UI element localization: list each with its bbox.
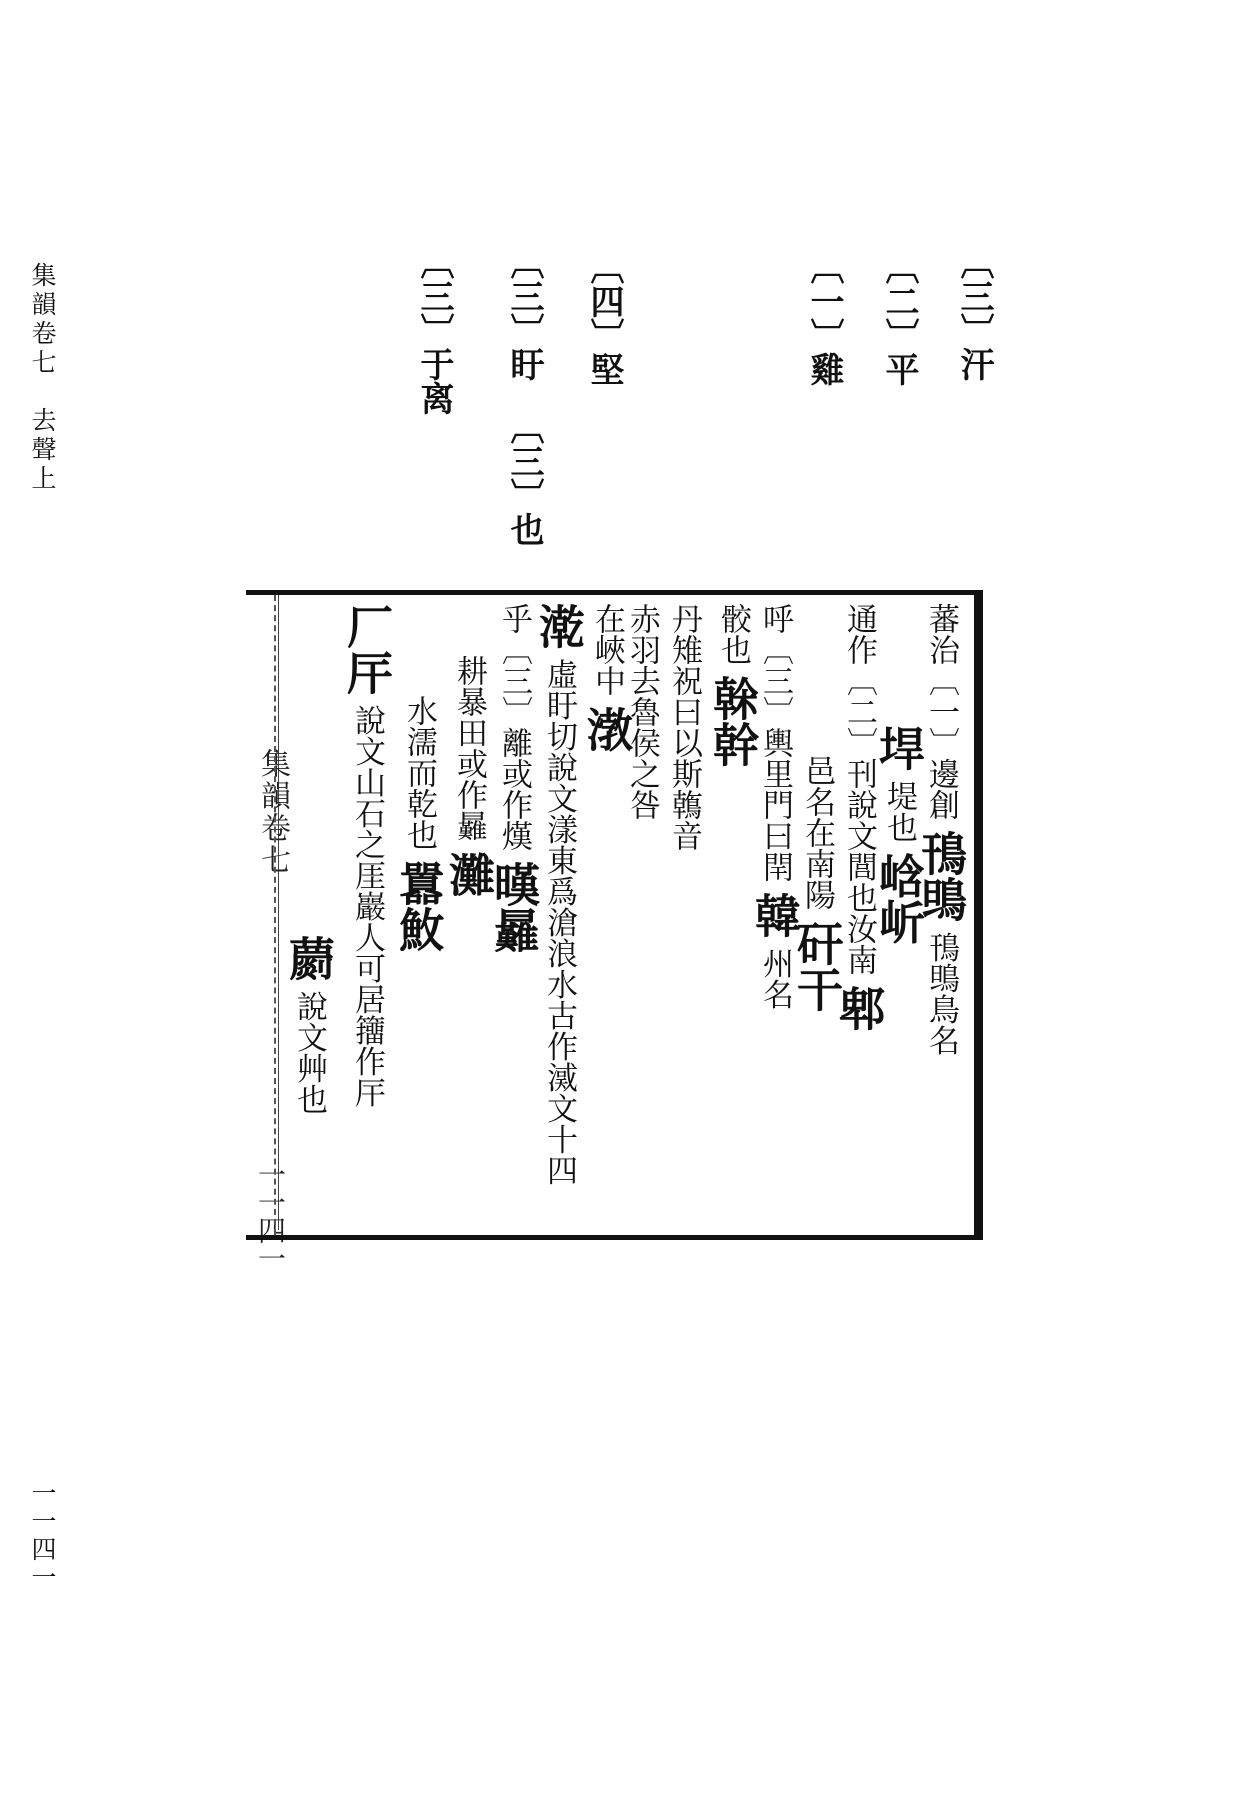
column-text: 說文艸也 bbox=[291, 990, 327, 1115]
gutter-page: 一一四一 bbox=[254, 1160, 287, 1272]
text-column-1 bbox=[914, 603, 968, 1056]
column-head: 囂䰻 bbox=[392, 859, 446, 952]
note-6: 〔三〕也 bbox=[504, 410, 544, 546]
text-column-7 bbox=[666, 603, 702, 851]
note-5: 〔三〕盱 bbox=[504, 245, 544, 381]
column-head: 漧 bbox=[532, 603, 586, 649]
column-text: 鳱鴠鳥名 bbox=[923, 931, 959, 1056]
text-column-15 bbox=[282, 935, 336, 1115]
page-number: 一一四一 bbox=[28, 1480, 57, 1592]
column-text: 虛盱切說文漾東爲滄浪水古作㵄文十四 bbox=[541, 658, 577, 1186]
text-column-4 bbox=[790, 755, 844, 1012]
note-1: 〔三〕汗 bbox=[954, 245, 994, 381]
text-column-10 bbox=[532, 603, 586, 1186]
text-column-14 bbox=[340, 603, 394, 1108]
text-column-11 bbox=[487, 603, 541, 953]
column-text: 蕃治〔一〕邊創 bbox=[923, 603, 959, 820]
column-head: 榦幹 bbox=[706, 674, 760, 767]
volume-title: 集韻卷七 去聲上 bbox=[28, 262, 57, 494]
text-column-12 bbox=[442, 655, 496, 897]
column-text: 骹也 bbox=[715, 603, 751, 665]
column-text: 邑名在南陽 bbox=[799, 755, 835, 910]
column-text: 通作〔二〕刊說文閭也汝南 bbox=[841, 603, 877, 975]
text-frame bbox=[246, 590, 983, 1240]
text-column-2 bbox=[872, 725, 926, 945]
column-head: 㴾 bbox=[580, 705, 634, 752]
column-head: 矸干 bbox=[790, 919, 844, 1012]
text-column-6 bbox=[706, 603, 760, 767]
text-column-9 bbox=[580, 603, 634, 752]
column-head: 鳱鴠 bbox=[914, 829, 968, 922]
note-7: 〔三〕于离 bbox=[414, 245, 454, 415]
column-head: 蘮 bbox=[282, 935, 336, 981]
gutter-label: 集韻卷七 bbox=[255, 748, 290, 876]
column-text: 呼〔三〕輿里門曰閈 bbox=[757, 603, 793, 882]
column-head: 厂厈 bbox=[340, 603, 394, 695]
column-head: 垾 bbox=[872, 725, 926, 771]
note-2: 〔二〕平 bbox=[879, 250, 919, 386]
column-text: 說文山石之厓巖人可居籒作厈 bbox=[349, 704, 385, 1108]
note-4: 〔四〕堅 bbox=[584, 250, 624, 386]
frame-rule bbox=[274, 595, 276, 1235]
column-text: 乎〔三〕離或作熯 bbox=[496, 603, 532, 851]
text-column-5 bbox=[748, 603, 802, 1010]
column-text: 堤也 bbox=[881, 780, 917, 843]
column-text: 州名 bbox=[757, 947, 793, 1010]
column-text: 在峽中 bbox=[589, 603, 625, 696]
column-head: 郫 bbox=[832, 984, 886, 1031]
text-column-13 bbox=[392, 695, 446, 952]
column-head: 暵㬮 bbox=[487, 860, 541, 953]
column-head: 韓 bbox=[748, 891, 802, 938]
column-text: 丹雉祝曰以斯鶾音 bbox=[666, 603, 702, 851]
column-text: 赤羽去魯侯之咎 bbox=[624, 603, 660, 820]
note-3: 〔一〕雞 bbox=[804, 250, 844, 386]
column-text: 耕暴田或作㬮 bbox=[451, 655, 487, 841]
column-head: 灘 bbox=[442, 850, 496, 897]
column-text: 水濡而乾也 bbox=[401, 695, 437, 850]
column-head: 㟏岓 bbox=[872, 852, 926, 945]
